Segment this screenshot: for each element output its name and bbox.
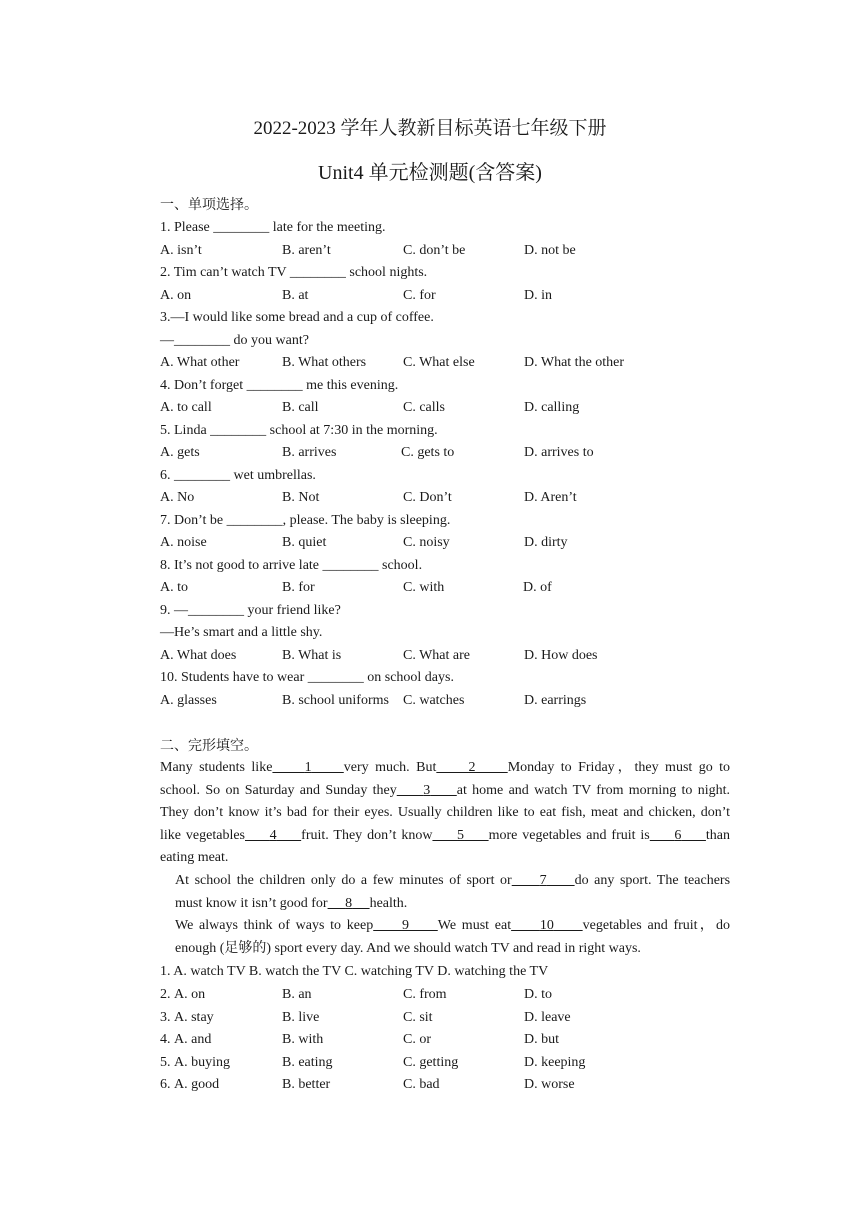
paragraph-text: We always think of ways to keep [175,918,374,933]
option-c: C. with [403,580,445,595]
option-c: C. or [403,1032,431,1048]
cloze-question-number: 2. [160,987,171,1002]
paragraph-text: enough (足够的) sport every day. And we should watch TV and read in right ways. [175,940,641,956]
option-c: C. watches [403,692,465,708]
document-title: 2022-2023 学年人教新目标英语七年级下册 [253,118,607,139]
question-options [160,444,760,462]
cloze-blank: 10 [539,918,554,933]
paragraph-text: must know it isn’t good for [175,895,328,911]
cloze-blank: 4 [269,827,277,843]
option-a: A. on [174,987,206,1002]
option-d: D. to [524,987,552,1002]
cloze-question-number: 4. [160,1032,171,1048]
cloze-question-number: 6. [160,1077,171,1093]
option-c: C. sit [403,1009,433,1025]
option-a: A. What other [160,355,240,370]
option-b: B. arrives [282,445,337,460]
option-d: D. What the other [524,355,625,370]
question-options [160,647,760,665]
option-a: A. noise [160,535,207,550]
option-d: D. of [523,580,552,595]
option-a: A. gets [160,445,200,460]
paragraph-text: We must eat [437,918,512,933]
option-d: D. How does [524,647,598,663]
cloze-question-1: 1. A. watch TV B. watch the TV C. watching TV D. watching the TV [160,964,549,979]
question-options [160,534,760,552]
question-options [160,399,760,417]
cloze-question-options [160,1076,760,1094]
option-b: B. for [282,580,315,595]
option-c: C. Don’t [403,490,452,505]
option-c: C. What are [403,647,470,663]
option-b: B. at [282,287,309,303]
cloze-blank: 7 [539,873,547,888]
option-b: B. live [282,1009,320,1025]
option-b: B. with [282,1032,324,1048]
option-b: B. aren’t [282,242,331,258]
option-b: B. Not [282,490,320,505]
cloze-question-options [160,1054,760,1072]
cloze-paragraph-1 [130,757,730,870]
option-a: A. What does [160,647,237,663]
option-a: A. on [160,287,192,303]
cloze-blank: 8 [345,895,353,911]
paragraph-text: health. [369,895,408,911]
option-d: D. worse [524,1077,575,1093]
option-d: D. arrives to [524,445,594,460]
paragraph-text: very much. But [343,760,437,775]
question-stem: 5. Linda ________ school at 7:30 in the morning. [160,422,438,438]
question-stem: 1. Please ________ late for the meeting. [160,220,386,235]
option-c: C. gets to [401,445,455,460]
cloze-question-options [160,1031,760,1049]
option-a: A. and [174,1032,212,1048]
option-d: D. Aren’t [524,490,577,505]
question-stem: 7. Don’t be ________, please. The baby is sleeping. [160,512,451,528]
cloze-question-number: 5. [160,1054,171,1070]
question-stem: 2. Tim can’t watch TV ________ school nights. [160,265,428,280]
option-d: D. earrings [524,692,587,708]
option-b: B. call [282,400,319,415]
option-a: A. stay [174,1009,214,1025]
option-b: B. better [282,1077,331,1093]
paragraph-text: than [705,827,731,843]
paragraph-text: do any sport. The teachers [574,873,731,888]
option-c: C. noisy [403,535,450,550]
cloze-question-options [160,1009,760,1027]
question-stem: 10. Students have to wear ________ on school days. [160,670,454,685]
question-stem: 8. It’s not good to arrive late ________ school. [160,557,423,573]
paragraph-text: They don’t know it’s bad for their eyes. Usually children like to eat fish, meat and chicken, don’t [160,805,730,821]
option-c: C. What else [403,355,475,370]
cloze-question-options [160,986,760,1004]
paragraph-text: school. So on Saturday and Sunday they [160,782,397,798]
option-a: A. glasses [160,692,217,708]
option-b: B. eating [282,1054,333,1070]
paragraph-text: vegetables and fruit，do [582,918,731,933]
option-c: C. don’t be [403,242,466,258]
cloze-blank: 1 [304,760,312,775]
question-stem: 6. ________ wet umbrellas. [160,467,316,483]
option-c: C. calls [403,400,445,415]
paragraph-text: more vegetables and fruit is [488,827,650,843]
option-b: B. What is [282,647,342,663]
question-stem: 9. —________ your friend like? [160,602,341,618]
cloze-question-number: 3. [160,1009,171,1025]
paragraph-text: at home and watch TV from morning to night. [456,782,731,798]
question-stem-continued: —________ do you want? [160,332,309,348]
option-b: B. an [282,987,312,1002]
question-stem: 4. Don’t forget ________ me this evening. [160,377,399,393]
option-a: A. isn’t [160,242,202,258]
cloze-blank: 6 [674,827,682,843]
cloze-blank: 2 [468,760,476,775]
question-options [160,489,760,507]
question-stem: 3.—I would like some bread and a cup of coffee. [160,310,434,325]
option-c: C. bad [403,1077,440,1093]
option-c: C. for [403,287,436,303]
paragraph-text: Many students like [160,760,273,775]
cloze-blank: 9 [401,918,409,933]
option-d: D. dirty [524,535,568,550]
option-a: A. good [174,1077,220,1093]
cloze-blank: 5 [457,827,465,843]
question-options [160,692,760,710]
option-d: D. keeping [524,1054,586,1070]
option-d: D. leave [524,1009,571,1025]
option-b: B. quiet [282,535,327,550]
paragraph-text: At school the children only do a few minutes of sport or [175,873,512,888]
option-d: D. but [524,1032,559,1048]
section2-heading: 二、完形填空。 [160,739,258,754]
cloze-paragraph-2 [130,870,730,915]
option-a: A. No [160,490,195,505]
cloze-blank: 3 [423,782,431,798]
question-options [160,579,760,597]
paragraph-text: fruit. They don’t know [301,827,433,843]
option-c: C. getting [403,1054,459,1070]
option-d: D. not be [524,242,576,258]
paragraph-text: eating meat. [160,850,229,866]
option-a: A. buying [174,1054,230,1070]
paragraph-text: like vegetables [160,827,245,843]
document-subtitle: Unit4 单元检测题(含答案) [318,162,542,184]
option-b: B. school uniforms [282,692,389,708]
option-b: B. What others [282,355,367,370]
question-stem-continued: —He’s smart and a little shy. [160,625,323,640]
option-c: C. from [403,987,447,1002]
question-options [160,354,760,372]
option-d: D. in [524,287,552,303]
option-d: D. calling [524,400,580,415]
question-options [160,242,760,260]
option-a: A. to [160,580,188,595]
option-a: A. to call [160,400,212,415]
section1-heading: 一、单项选择。 [160,198,258,213]
question-options [160,287,760,305]
paragraph-text: Monday to Friday，they must go to [507,760,731,775]
cloze-paragraph-3 [130,915,730,960]
